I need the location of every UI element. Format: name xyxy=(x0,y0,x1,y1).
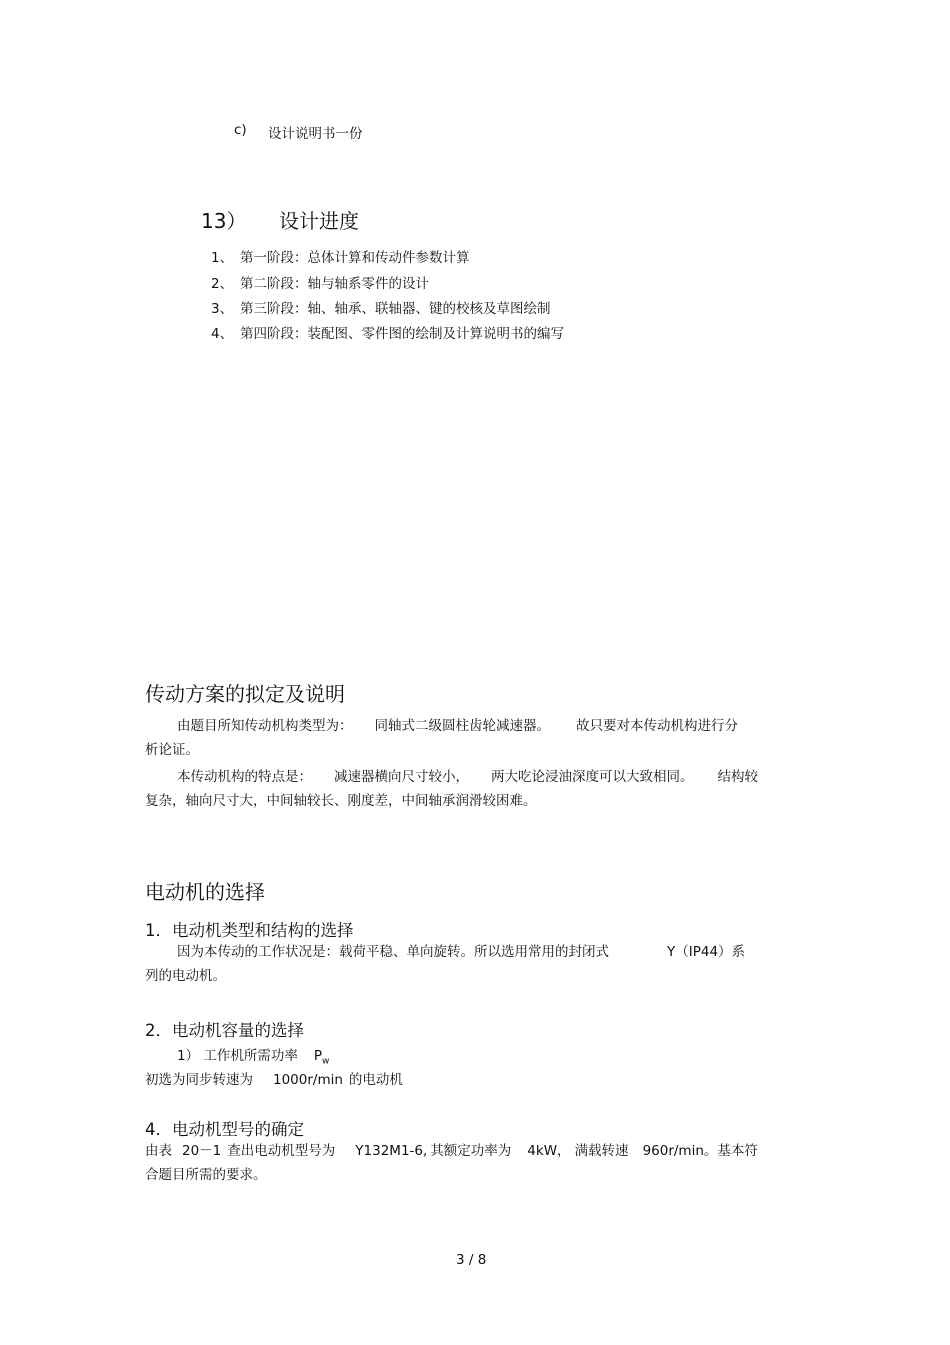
list-item: 第四阶段：装配图、零件图的绘制及计算说明书的编写 xyxy=(240,326,564,342)
scheme-paragraph-2 xyxy=(145,765,807,813)
text: 其额定功率为 xyxy=(430,1143,512,1159)
table-ref: 20－1 xyxy=(182,1143,222,1159)
speed-value: 1000r/min xyxy=(273,1072,343,1088)
power-symbol: P xyxy=(313,1048,323,1064)
text: 查出电动机型号为 xyxy=(227,1143,336,1159)
text: 析论证。 xyxy=(145,742,199,758)
list-item-number: 1、 xyxy=(211,250,234,266)
text: 1） 工作机所需功率 xyxy=(177,1048,298,1064)
text: 由表 xyxy=(145,1143,172,1159)
text: 初选为同步转速为 xyxy=(145,1072,253,1088)
motor-model: Y132M1-6, xyxy=(355,1143,428,1159)
text: 复杂，轴向尺寸大，中间轴较长、刚度差，中间轴承润滑较困难。 xyxy=(145,793,537,809)
text: 减速器横向尺寸较小， xyxy=(334,769,469,785)
text-line xyxy=(145,1068,403,1088)
text: 满载转速 xyxy=(574,1143,629,1159)
list-item-number: 2、 xyxy=(211,276,234,292)
text: 由题目所知传动机构类型为： xyxy=(177,718,353,734)
section-heading: 设计进度 xyxy=(279,209,359,233)
list-item-number: 3、 xyxy=(211,301,234,317)
motor-model-paragraph xyxy=(145,1139,807,1187)
text: Y（IP44）系 xyxy=(667,944,746,960)
power-subscript: w xyxy=(322,1056,330,1067)
list-item-number: 4、 xyxy=(211,326,234,342)
section-heading-scheme: 传动方案的拟定及说明 xyxy=(145,682,345,706)
section-number: 13） xyxy=(201,209,247,233)
list-marker: c) xyxy=(234,122,247,138)
subsection-heading: 1．电动机类型和结构的选择 xyxy=(145,921,354,940)
list-item: 第二阶段：轴与轴系零件的设计 xyxy=(240,276,429,292)
full-load-speed: 960r/min。 xyxy=(642,1143,718,1159)
page-number: 3 / 8 xyxy=(456,1252,487,1268)
subsection-heading: 2．电动机容量的选择 xyxy=(145,1021,304,1040)
text: 两大吃论浸油深度可以大致相同。 xyxy=(491,769,694,785)
text: 列的电动机。 xyxy=(145,968,226,984)
motor-type-paragraph xyxy=(145,940,807,988)
rated-power: 4kW， xyxy=(527,1143,571,1159)
text: 的电动机 xyxy=(348,1072,403,1088)
scheme-paragraph-1 xyxy=(145,714,807,762)
text: 本传动机构的特点是： xyxy=(177,769,312,785)
text: 同轴式二级圆柱齿轮减速器。 xyxy=(374,718,550,734)
list-item: 第一阶段：总体计算和传动件参数计算 xyxy=(240,250,470,266)
text: 合题目所需的要求。 xyxy=(145,1167,267,1183)
section-heading-motor: 电动机的选择 xyxy=(145,880,265,904)
text: 基本符 xyxy=(717,1143,758,1159)
list-item xyxy=(177,1044,329,1067)
list-item-text: 设计说明书一份 xyxy=(268,126,363,142)
text: 因为本传动的工作状况是：载荷平稳、单向旋转。所以选用常用的封闭式 xyxy=(177,944,609,960)
text: 结构较 xyxy=(717,769,758,785)
subsection-heading: 4．电动机型号的确定 xyxy=(145,1120,304,1139)
text: 故只要对本传动机构进行分 xyxy=(576,718,738,734)
list-item: 第三阶段：轴、轴承、联轴器、键的校核及草图绘制 xyxy=(240,301,551,317)
